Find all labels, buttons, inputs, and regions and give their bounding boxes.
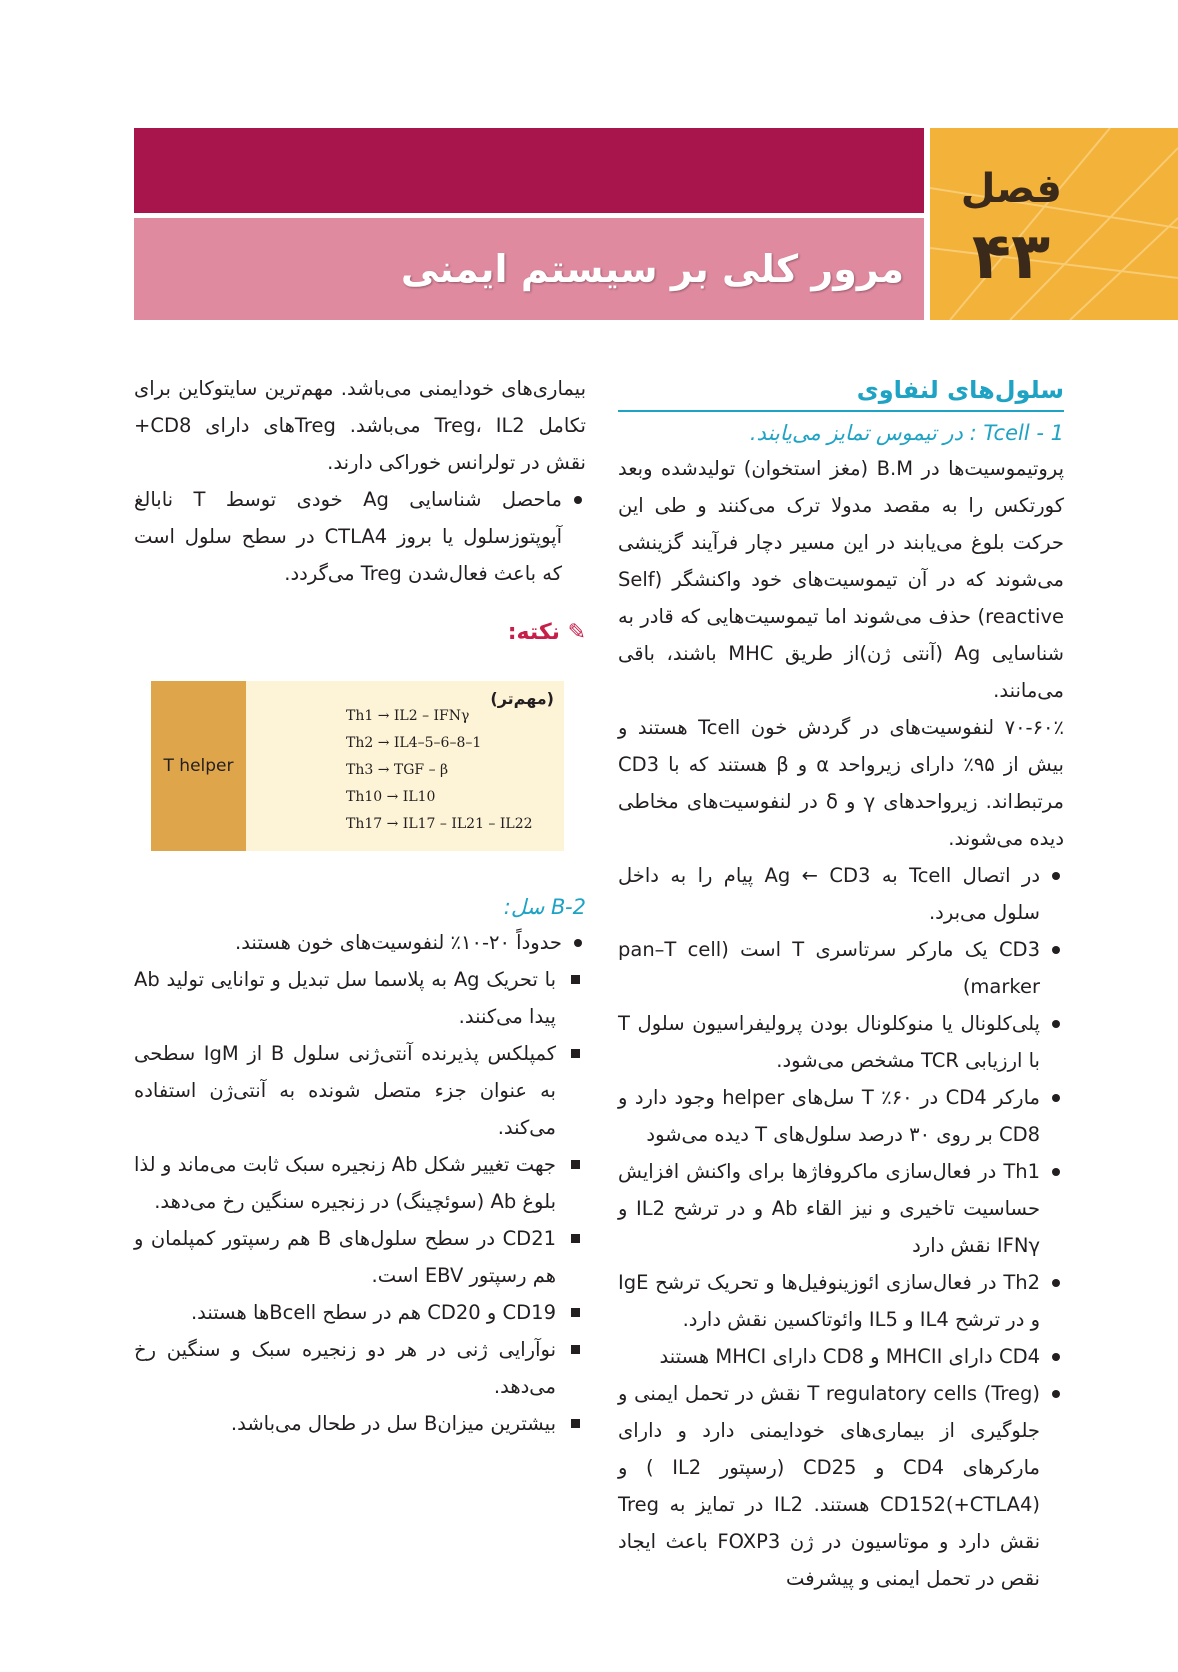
note-box bbox=[151, 681, 564, 851]
list-item: پلی‌کلونال یا منوکلونال بودن پرولیفراسیون سلول T با ارزیابی TCR مشخص می‌شود. bbox=[618, 1005, 1064, 1079]
formula-line: Th17 → IL17 – IL21 – IL22 bbox=[346, 816, 533, 832]
formula-line: Th2 → IL4–5–6–8–1 bbox=[346, 735, 482, 751]
chapter-label: فصل bbox=[960, 166, 1062, 212]
left-column-section-b bbox=[134, 890, 586, 1442]
subsection-title: B-2 سل: bbox=[503, 895, 586, 919]
list-item: T regulatory cells (Treg) نقش در تحمل ایمنی و جلوگیری از بیماری‌های خودایمنی دارد و دارای مارکرهای CD4 و CD25 (رسپتور IL2 ) و CD152(+CTLA4) هستند. IL2 در تمایز به Treg نقش دارد و موتاسیون در ژن FOXP3 باعث ایجاد نقص در تحمل ایمنی و پیشرفت bbox=[618, 1375, 1064, 1597]
subsection-title: Tcell - 1 : در تیموس تمایز می‌یابند. bbox=[749, 421, 1064, 445]
list-item: CD19 و CD20 هم در سطح Bcellها هستند. bbox=[134, 1294, 586, 1331]
chapter-title: مرور کلی بر سیستم ایمنی bbox=[400, 247, 904, 291]
formula-line: Th1 → IL2 – IFNγ bbox=[346, 708, 470, 724]
list-item: با تحریک Ag به پلاسما سل تبدیل و توانایی تولید Ab پیدا می‌کنند. bbox=[134, 961, 586, 1035]
bullet-list bbox=[618, 857, 1064, 1597]
list-item: Th1 در فعال‌سازی ماکروفاژها برای واکنش افزایش حساسیت تاخیری و نیز القاء Ab و در ترشح IL2 و IFNγ نقش دارد bbox=[618, 1153, 1064, 1264]
note-heading: ✎ نکته: bbox=[507, 620, 586, 645]
formula-line: Th10 → IL10 bbox=[346, 789, 436, 805]
list-item: بیشترین میزانB سل در طحال می‌باشد. bbox=[134, 1405, 586, 1442]
formula-list bbox=[346, 703, 546, 838]
section-divider bbox=[618, 410, 1064, 412]
left-column bbox=[134, 370, 586, 651]
right-column bbox=[618, 370, 1064, 1597]
paragraph: ۷۰-۶۰٪ لنفوسیت‌های در گردش خون Tcell هستند و بیش از ۹۵٪ دارای زیرواحد α و β هستند که با CD3 مرتبط‌اند. زیرواحدهای γ و δ در لنفوسیت‌های مخاطی دیده می‌شوند. bbox=[618, 716, 1064, 850]
list-item: جهت تغییر شکل Ab زنجیره سبک ثابت می‌ماند و لذا بلوغ Ab (سوئچینگ) در زنجیره سنگین رخ می‌دهد. bbox=[134, 1146, 586, 1220]
bullet-list bbox=[134, 924, 586, 961]
list-item: کمپلکس پذیرنده آنتی‌ژنی سلول B از IgM سطحی به عنوان جزء متصل شونده به آنتی‌ژن استفاده می‌کند. bbox=[134, 1035, 586, 1146]
section-title: سلول‌های لنفاوی bbox=[856, 376, 1064, 404]
pencil-icon: ✎ bbox=[567, 620, 586, 645]
bullet-list bbox=[134, 481, 586, 592]
list-item: CD21 در سطح سلول‌های B هم رسپتور کمپلمان و هم رسپتور EBV است. bbox=[134, 1220, 586, 1294]
note-box-label: T helper bbox=[163, 756, 234, 776]
list-item: Th2 در فعال‌سازی ائوزینوفیل‌ها و تحریک ترشح IgE و در ترشح IL4 و IL5 وائوتاکسین نقش دارد. bbox=[618, 1264, 1064, 1338]
list-item: ماحصل شناسایی Ag خودی توسط T نابالغ آپوپتوزسلول یا بروز CTLA4 در سطح سلول است که باعث فعال‌شدن Treg می‌گردد. bbox=[134, 481, 586, 592]
formula-line: Th3 → TGF – β bbox=[346, 762, 449, 778]
list-item: نوآرایی ژنی در هر دو زنجیره سبک و سنگین رخ می‌دهد. bbox=[134, 1331, 586, 1405]
list-item: مارکر CD4 در ۶۰٪ T سل‌های helper وجود دارد و CD8 بر روی ۳۰ درصد سلول‌های T دیده می‌شود bbox=[618, 1079, 1064, 1153]
chapter-banner-top bbox=[134, 128, 924, 213]
paragraph: پروتیموسیت‌ها در B.M (مغز استخوان) تولیدشده وبعد کورتکس را به مقصد مدولا ترک می‌کنند و طی این حرکت بلوغ می‌یابند در این مسیر دچار فرآیند گزینشی می‌شوند که در آن تیموسیت‌های خود واکنشگر (Self reactive) حذف می‌شوند اما تیموسیت‌هایی که قادر به شناسایی Ag (آنتی ژن)از طریق MHC باشند، باقی می‌مانند. bbox=[618, 457, 1064, 702]
note-box-tag: (مهم‌تر) bbox=[490, 689, 554, 708]
chapter-number-box bbox=[930, 128, 1178, 320]
list-item: در اتصال Tcell به Ag ← CD3 پیام را به داخل سلول می‌برد. bbox=[618, 857, 1064, 931]
list-item: CD3 یک مارکر سرتاسری T است (pan–T cell marker) bbox=[618, 931, 1064, 1005]
square-list bbox=[134, 961, 586, 1442]
list-item: حدوداً ۲۰-۱۰٪ لنفوسیت‌های خون هستند. bbox=[134, 924, 586, 961]
list-item: CD4 دارای MHCII و CD8 دارای MHCI هستند bbox=[618, 1338, 1064, 1375]
paragraph: بیماری‌های خودایمنی می‌باشد. مهم‌ترین سایتوکاین برای تکامل Treg، IL2 می‌باشد. Tregهای دارای CD8+ نقش در تولرانس خوراکی دارند. bbox=[134, 377, 586, 474]
chapter-number: ۴۳ bbox=[971, 220, 1050, 294]
